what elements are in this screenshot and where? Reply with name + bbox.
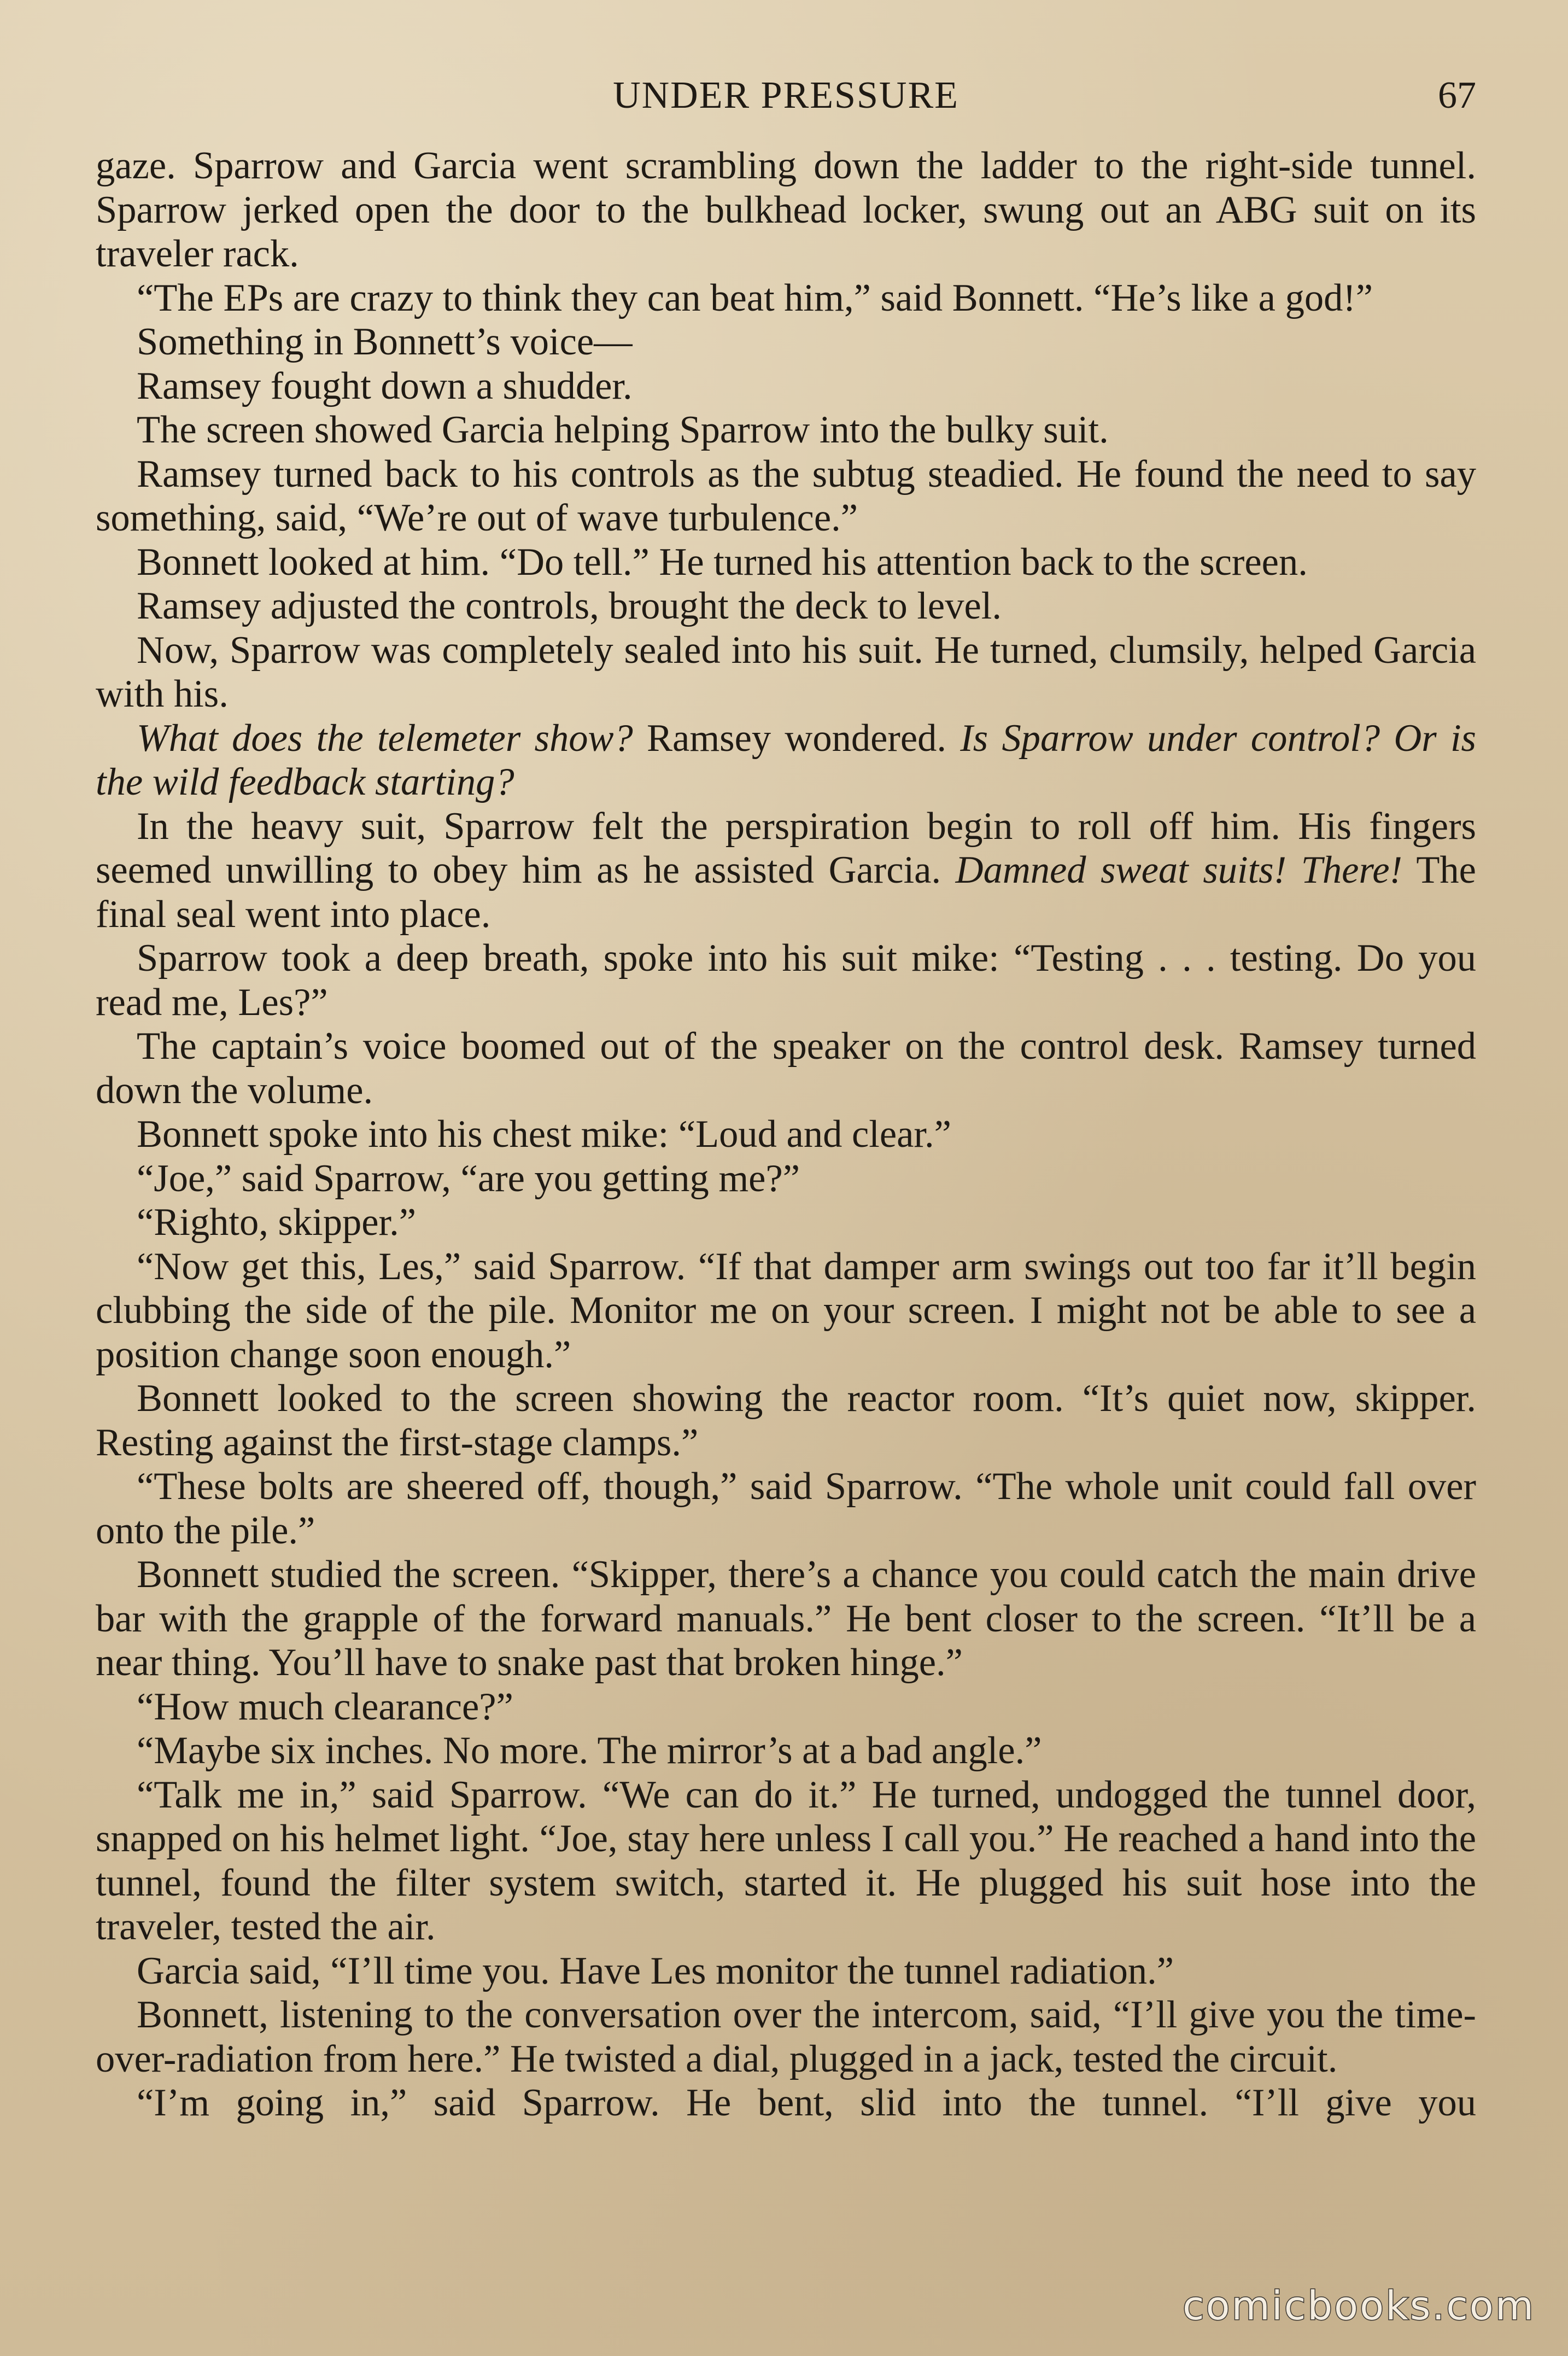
body-text	[96, 144, 1476, 2125]
paragraph: Bonnett spoke into his chest mike: “Loud and clear.”	[137, 1113, 951, 1156]
paragraph: “How much clearance?”	[137, 1685, 513, 1728]
paragraph: “Maybe six inches. No more. The mirror’s at a bad angle.”	[137, 1729, 1042, 1772]
paragraph: The captain’s voice boomed out of the speaker on the control desk. Ramsey turned down the volume.	[96, 1025, 1476, 1112]
paragraph: “Now get this, Les,” said Sparrow. “If that damper arm swings out too far it’ll begin clubbing the side of the pile. Monitor me on your screen. I might not be able to see a position change soon enough.”	[96, 1245, 1476, 1376]
italic-text: Damned sweat suits! There!	[955, 849, 1403, 891]
roman-text: Ramsey wondered.	[633, 716, 961, 760]
page-number: 67	[1438, 74, 1476, 116]
paragraph: Bonnett looked to the screen showing the reactor room. “It’s quiet now, skipper. Resting against the first-stage clamps.”	[96, 1377, 1476, 1464]
paragraph: “The EPs are crazy to think they can beat him,” said Bonnett. “He’s like a god!”	[137, 276, 1373, 319]
paragraph: Ramsey fought down a shudder.	[137, 364, 633, 407]
paragraph: “Righto, skipper.”	[137, 1201, 417, 1244]
watermark-logo: comicbooks.com	[1182, 2283, 1535, 2329]
paragraph: Sparrow took a deep breath, spoke into his suit mike: “Testing . . . testing. Do you read me, Les?”	[96, 937, 1476, 1024]
paragraph: Ramsey adjusted the controls, brought the deck to level.	[137, 585, 1002, 627]
paragraph-italic-thought	[96, 716, 1476, 804]
paragraph: Garcia said, “I’ll time you. Have Les monitor the tunnel radiation.”	[137, 1949, 1174, 1992]
roman-text: The final seal went into place.	[96, 849, 1476, 936]
paragraph: Now, Sparrow was completely sealed into his suit. He turned, clumsily, helped Garcia with his.	[96, 628, 1476, 715]
paragraph: Bonnett looked at him. “Do tell.” He turned his attention back to the screen.	[137, 540, 1308, 584]
paragraph: Something in Bonnett’s voice—	[137, 320, 633, 363]
paragraph: The screen showed Garcia helping Sparrow into the bulky suit.	[137, 409, 1109, 451]
running-head	[96, 68, 1476, 129]
roman-text: In the heavy suit, Sparrow felt the perspiration begin to roll off him. His fingers seemed unwilling to obey him as he assisted Garcia.	[96, 804, 1476, 891]
paragraph: “Talk me in,” said Sparrow. “We can do it.” He turned, undogged the tunnel door, snapped on his helmet light. “Joe, stay here unless I call you.” He reached a hand into the tunnel, found the filter system switch, started it. He plugged his suit hose into the traveler, tested the air.	[96, 1773, 1476, 1948]
paragraph: Bonnett studied the screen. “Skipper, there’s a chance you could catch the main drive bar with the grapple of the forward manuals.” He bent closer to the screen. “It’ll be a near thing. You’ll have to snake past that broken hinge.”	[96, 1553, 1476, 1684]
paragraph: “These bolts are sheered off, though,” said Sparrow. “The whole unit could fall over onto the pile.”	[96, 1465, 1476, 1552]
paragraph: “Joe,” said Sparrow, “are you getting me?”	[137, 1157, 800, 1200]
page-content	[96, 68, 1476, 2289]
paragraph-continued: gaze. Sparrow and Garcia went scrambling down the ladder to the right-side tunnel. Sparrow jerked open the door to the bulkhead locker, swung out an ABG suit on its traveler rack.	[96, 144, 1476, 275]
italic-text: Is Sparrow under control? Or is the wild feedback starting?	[96, 716, 1476, 803]
paragraph-mixed	[96, 804, 1476, 937]
paragraph-continues-next-page: “I’m going in,” said Sparrow. He bent, slid into the tunnel. “I’ll give you	[137, 2081, 1476, 2124]
running-title: UNDER PRESSURE	[613, 74, 959, 116]
paragraph: Bonnett, listening to the conversation over the intercom, said, “I’ll give you the time-over-radiation from here.” He twisted a dial, plugged in a jack, tested the circuit.	[96, 1993, 1476, 2080]
paragraph: Ramsey turned back to his controls as the subtug steadied. He found the need to say something, said, “We’re out of wave turbulence.”	[96, 452, 1476, 539]
italic-text: What does the telemeter show?	[137, 716, 633, 760]
